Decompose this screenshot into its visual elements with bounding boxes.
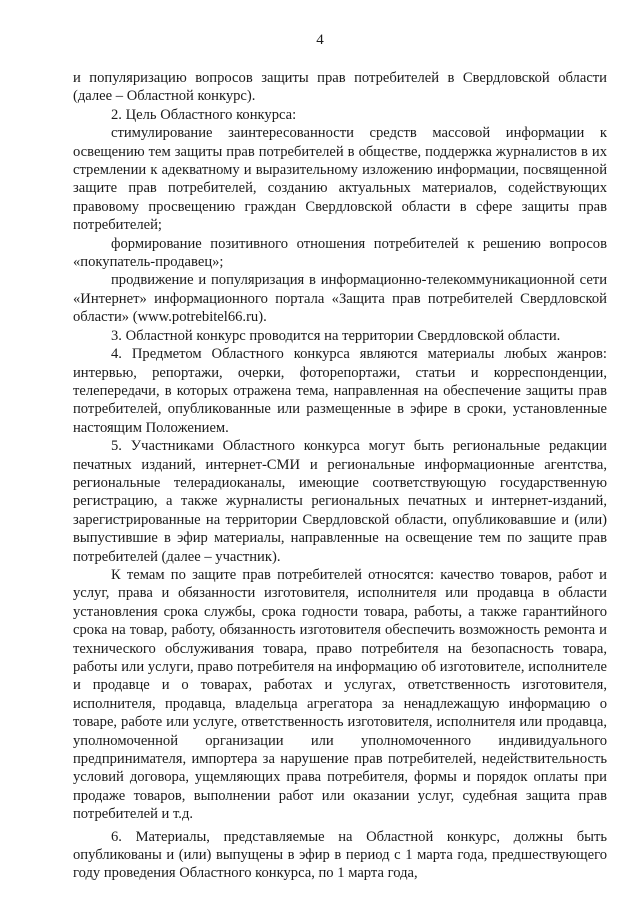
paragraph-goal-promotion: продвижение и популяризация в информационно-телекоммуникационной сети «Интернет» информационного портала «Защита прав потребителей Свердловской области» (www.potrebitel66.ru). <box>73 272 607 326</box>
paragraph-goal-attitude: формирование позитивного отношения потребителей к решению вопросов «покупатель-продавец»; <box>73 235 607 271</box>
paragraph-subject: 4. Предметом Областного конкурса являются материалы любых жанров: интервью, репортажи, очерки, фоторепортажи, статьи и корреспонденции, телепередачи, в которых отражена тема, направленная на обеспечение защиты прав потребителей, опубликованные или размещенные в эфире в сроки, установленные настоящим Положением. <box>73 346 607 436</box>
page-number: 4 <box>316 32 324 48</box>
paragraph-goal-heading: 2. Цель Областного конкурса: <box>111 106 297 123</box>
paragraph-territory: 3. Областной конкурс проводится на территории Свердловской области. <box>111 327 561 344</box>
paragraph-continuation: и популяризацию вопросов защиты прав потребителей в Свердловской области (далее – Областной конкурс). <box>73 70 607 105</box>
document-body <box>73 69 607 883</box>
paragraph-topics: К темам по защите прав потребителей относятся: качество товаров, работ и услуг, права и обязанности изготовителя, исполнителя или продавца в области установления срока службы, срока годности товара, работы, а также гарантийного срока на товар, работу, обязанность изготовителя обеспечить возможность ремонта и технического обслуживания товара, право потребителя на безопасность товара, работы или услуги, право потребителя на информацию об изготовителе, исполнителе и продавце и о товарах, работах и услугах, ответственность изготовителя, исполнителя, продавца, владельца агрегатора за ненадлежащую информацию о товаре, работе или услуге, ответственность изготовителя, исполнителя или продавца, уполномоченной организации или уполномоченного индивидуального предпринимателя, импортера за нарушение прав потребителей, недействительность условий договора, ущемляющих права потребителя, формы и порядок оплаты при продаже товаров, выполнении работ или оказании услуг, судебная защита прав потребителей и т.д. <box>73 566 607 823</box>
paragraph-materials: 6. Материалы, представляемые на Областной конкурс, должны быть опубликованы и (или) выпущены в эфир в период с 1 марта года, предшествующего году проведения Областного конкурса, по 1 марта года, <box>73 828 607 882</box>
paragraph-participants: 5. Участниками Областного конкурса могут быть региональные редакции печатных изданий, интернет-СМИ и региональные информационные агентства, региональные телерадиоканалы, имеющие соответствующую государственную регистрацию, а также журналисты региональных печатных и интернет-изданий, зарегистрированные на территории Свердловской области, опубликовавшие и (или) выпустившие в эфир материалы, направленные на освещение тем по защите прав потребителей (далее – участник). <box>73 438 607 565</box>
paragraph-goal-stimulation: стимулирование заинтересованности средств массовой информации к освещению тем защиты прав потребителей в обществе, поддержка журналистов в их стремлении к адекватному и выразительному изложению информации, посвященной защите прав потребителей, созданию актуальных материалов, содействующих правовому просвещению граждан Свердловской области в сфере защиты прав потребителей; <box>73 125 607 234</box>
